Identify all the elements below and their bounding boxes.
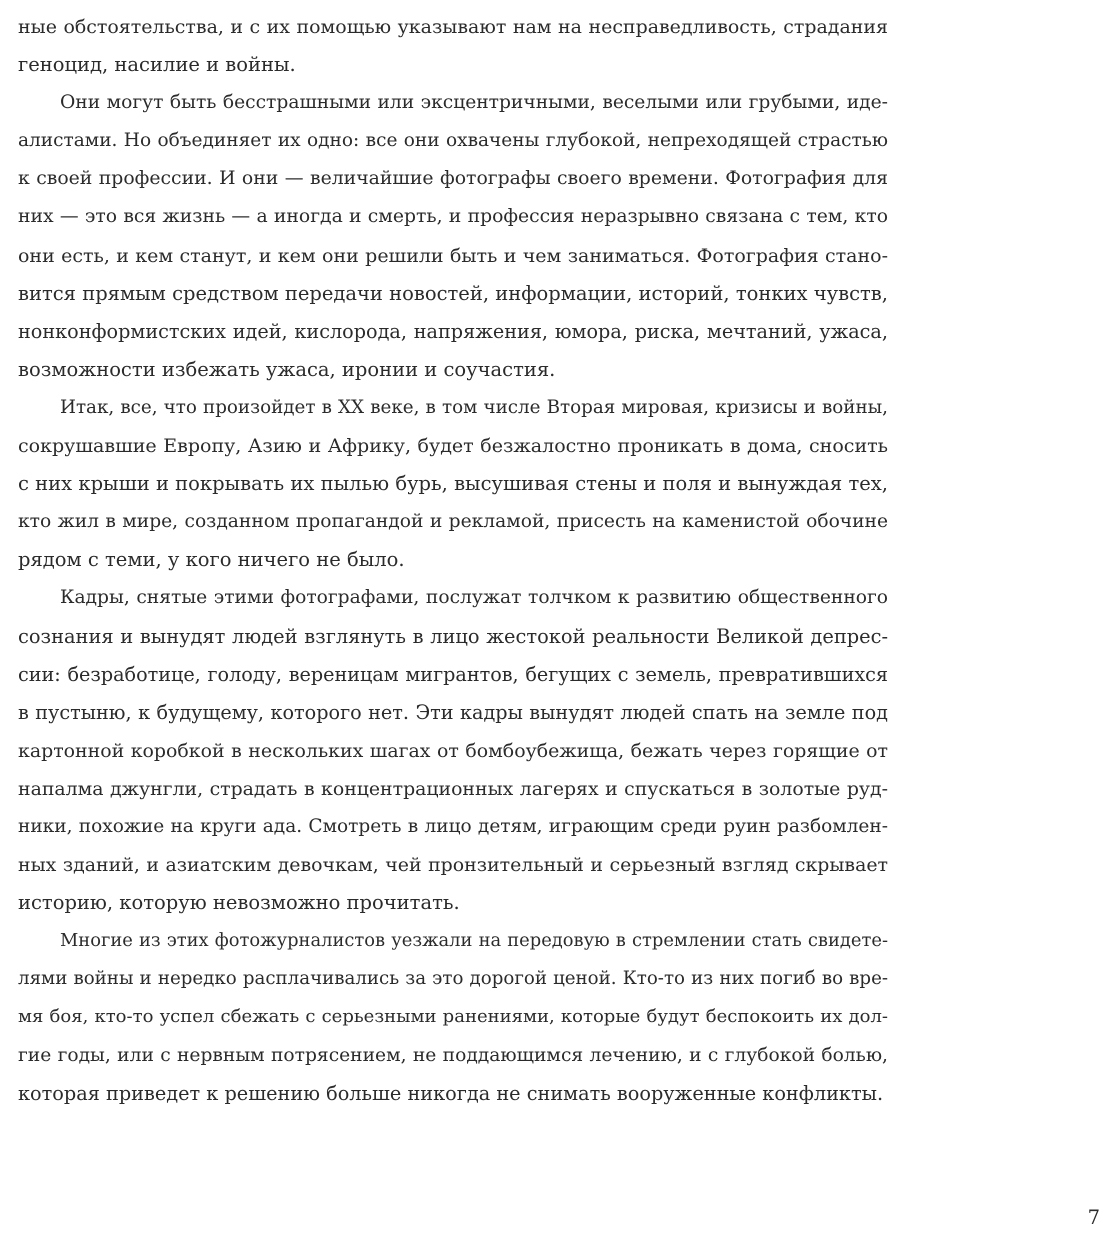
text-line: сознания и вынудят людей взглянуть в лицо жестокой реальности Великой депрес- — [18, 624, 888, 648]
text-line: возможности избежать ужаса, иронии и соучастия. — [18, 357, 556, 381]
text-line: гие годы, или с нервным потрясением, не поддающимся лечению, и с глубокой болью, — [18, 1044, 888, 1066]
paragraph-3 — [18, 389, 888, 579]
text-line: сии: безработице, голоду, вереницам мигрантов, бегущих с земель, превратившихся — [18, 662, 888, 686]
text-line: мя боя, кто-то успел сбежать с серьезными ранениями, которые будут беспокоить их дол- — [18, 1006, 888, 1028]
text-line: геноцид, насилие и войны. — [18, 53, 296, 77]
text-line: лями войны и нередко расплачивались за это дорогой ценой. Кто-то из них погиб во вре- — [18, 968, 888, 990]
text-line: Кадры, снятые этими фотографами, послужат толчком к развитию общественного — [60, 587, 888, 609]
text-line: нонконформистских идей, кислорода, напряжения, юмора, риска, мечтаний, ужаса, — [18, 319, 888, 343]
text-line: вится прямым средством передачи новостей, информации, историй, тонких чувств, — [18, 281, 888, 305]
text-line: ники, похожие на круги ада. Смотреть в лицо детям, играющим среди руин разбомлен- — [18, 815, 888, 837]
text-line: ные обстоятельства, и с их помощью указывают нам на несправедливость, страдания — [18, 16, 888, 38]
text-line: Итак, все, что произойдет в XX веке, в том числе Вторая мировая, кризисы и войны, — [60, 396, 888, 418]
text-line: Многие из этих фотожурналистов уезжали на передовую в стремлении стать свидете- — [60, 930, 888, 952]
text-line: напалма джунгли, страдать в концентрационных лагерях и спускаться в золотые руд- — [18, 777, 888, 800]
text-line: историю, которую невозможно прочитать. — [18, 891, 460, 915]
text-line: с них крыши и покрывать их пылью бурь, высушивая стены и поля и вынуждая тех, — [18, 472, 888, 496]
text-line: них — это вся жизнь — а иногда и смерть, и профессия неразрывно связана с тем, кто — [18, 206, 888, 228]
text-line: Они могут быть бесстрашными или эксцентричными, веселыми или грубыми, иде- — [60, 92, 888, 114]
text-line: в пустыню, к будущему, которого нет. Эти кадры вынудят людей спать на земле под — [18, 700, 888, 724]
text-line: рядом с теми, у кого ничего не было. — [18, 548, 405, 572]
paragraph-4 — [18, 579, 888, 922]
text-line: ных зданий, и азиатским девочкам, чей пронзительный и серьезный взгляд скрывает — [18, 854, 888, 877]
body-text — [18, 8, 888, 1113]
text-line: картонной коробкой в нескольких шагах от бомбоубежища, бежать через горящие от — [18, 739, 888, 762]
paragraph-2 — [18, 84, 888, 389]
paragraph-1 — [18, 8, 888, 84]
text-line: кто жил в мире, созданном пропагандой и рекламой, присесть на каменистой обочине — [18, 511, 888, 533]
text-line: они есть, и кем станут, и кем они решили быть и чем заниматься. Фотография стано- — [18, 244, 888, 267]
page-number: 7 — [1087, 1206, 1100, 1229]
text-line: алистами. Но объединяет их одно: все они охвачены глубокой, непреходящей страстью — [18, 130, 888, 152]
text-line: к своей профессии. И они — величайшие фотографы своего времени. Фотография для — [18, 168, 888, 190]
text-line: которая приведет к решению больше никогда не снимать вооруженные конфликты. — [18, 1081, 884, 1105]
paragraph-5 — [18, 922, 888, 1112]
text-line: сокрушавшие Европу, Азию и Африку, будет безжалостно проникать в дома, сносить — [18, 435, 888, 458]
